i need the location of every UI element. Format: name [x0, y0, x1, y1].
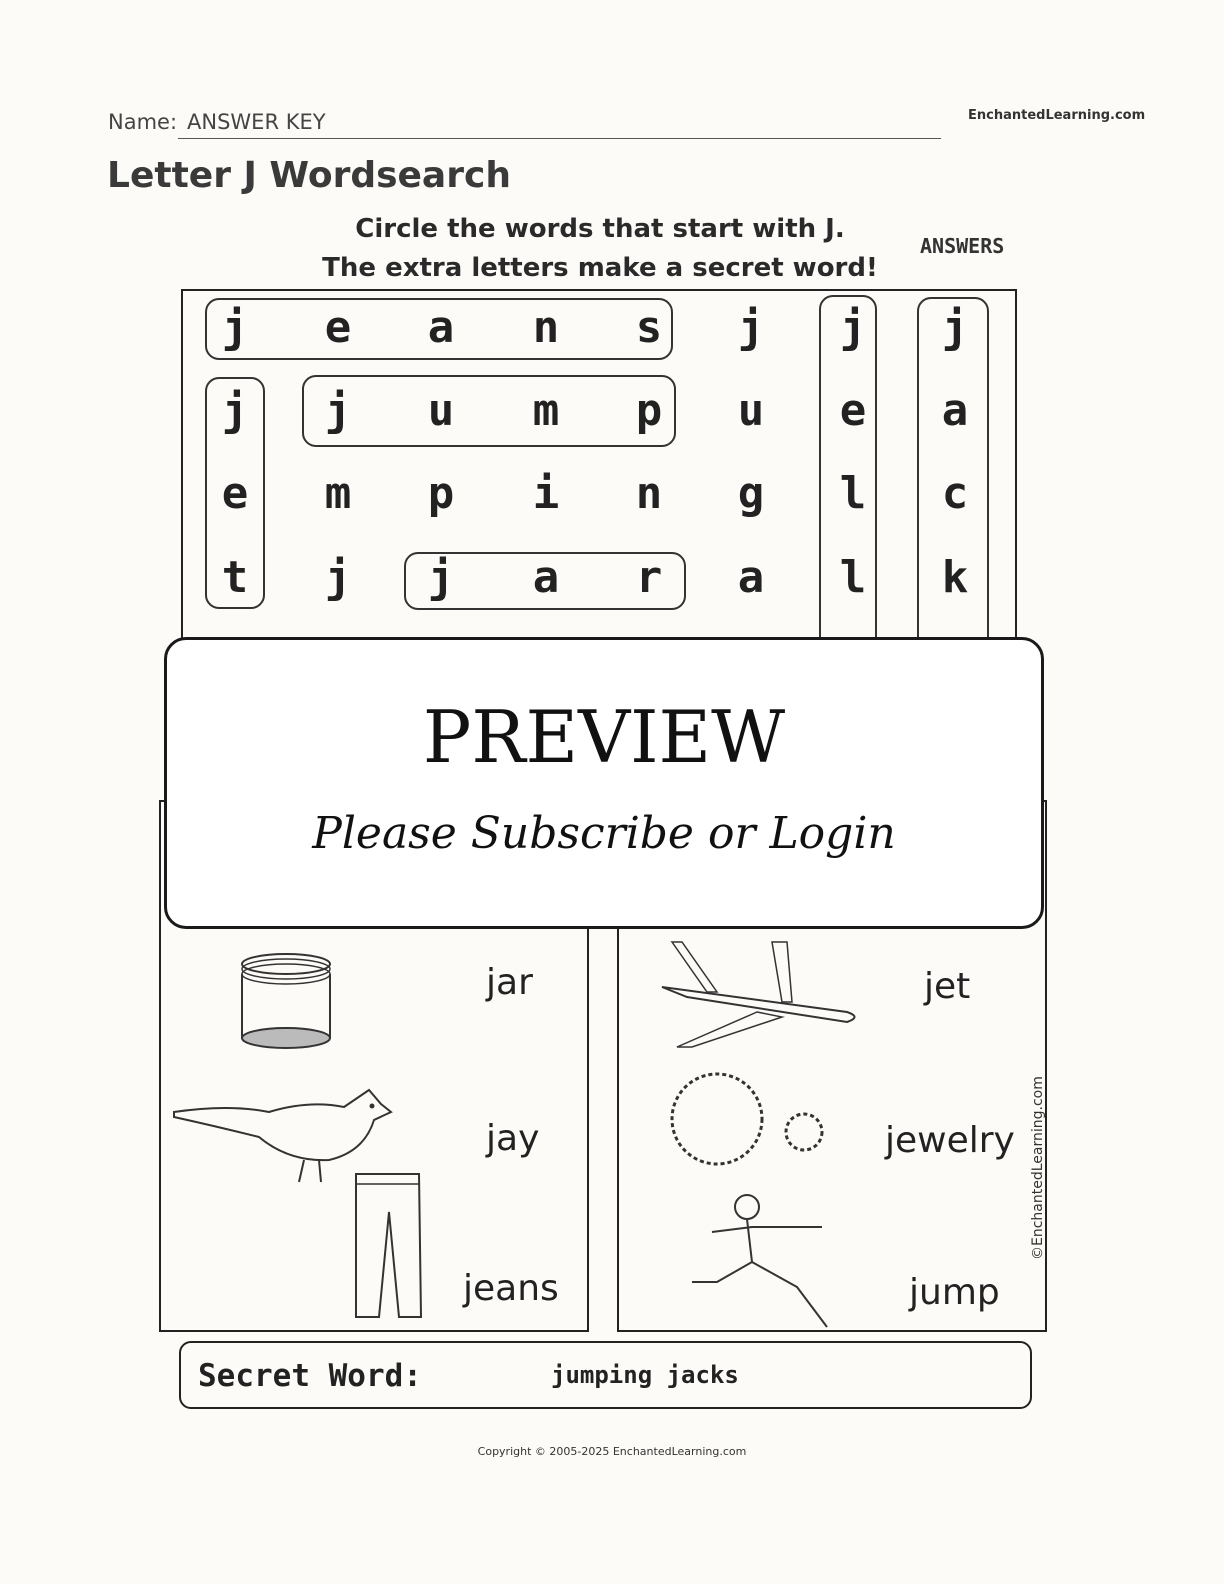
grid-letter: a: [941, 385, 969, 436]
grid-letter: j: [737, 302, 765, 353]
secret-word-value: jumping jacks: [551, 1361, 739, 1389]
side-credit: ©EnchantedLearning.com: [1030, 1076, 1046, 1260]
grid-letter: a: [737, 552, 765, 603]
preview-overlay[interactable]: [164, 637, 1044, 929]
grid-letter: k: [941, 552, 969, 603]
grid-letter: j: [221, 302, 249, 353]
grid-letter: s: [635, 302, 663, 353]
grid-letter: a: [427, 302, 455, 353]
grid-letter: j: [427, 552, 455, 603]
grid-letter: n: [635, 468, 663, 519]
grid-letter: t: [221, 552, 249, 603]
subscribe-login-link[interactable]: Please Subscribe or Login: [312, 808, 896, 859]
jewelry-image: [669, 1064, 829, 1189]
grid-letter: e: [324, 302, 352, 353]
grid-letter: n: [532, 302, 560, 353]
name-underline: [178, 138, 941, 139]
word-label-jewelry: jewelry: [885, 1120, 1015, 1161]
preview-title: PREVIEW: [422, 695, 786, 779]
name-value: ANSWER KEY: [187, 110, 326, 134]
word-label-jump: jump: [909, 1272, 1000, 1313]
grid-letter: e: [839, 385, 867, 436]
grid-letter: g: [737, 468, 765, 519]
grid-letter: c: [941, 468, 969, 519]
grid-letter: l: [839, 468, 867, 519]
grid-letter: u: [427, 385, 455, 436]
wordsearch-grid: [181, 289, 1017, 649]
grid-letter: m: [532, 385, 560, 436]
instruction-line-1: Circle the words that start with J.: [355, 214, 845, 244]
jar-image: [239, 952, 334, 1052]
instruction-line-2: The extra letters make a secret word!: [322, 253, 878, 283]
grid-letter: a: [532, 552, 560, 603]
grid-letter: m: [324, 468, 352, 519]
jeans-image: [351, 1172, 426, 1322]
grid-letter: j: [839, 302, 867, 353]
grid-letter: i: [532, 468, 560, 519]
word-label-jet: jet: [924, 966, 971, 1007]
site-brand[interactable]: EnchantedLearning.com: [968, 108, 1146, 123]
grid-letter: p: [427, 468, 455, 519]
grid-letter: j: [324, 385, 352, 436]
grid-letter: p: [635, 385, 663, 436]
word-label-jay: jay: [486, 1118, 540, 1159]
grid-letter: e: [221, 468, 249, 519]
answers-label: ANSWERS: [920, 234, 1005, 258]
grid-letter: l: [839, 552, 867, 603]
word-label-jar: jar: [486, 962, 533, 1003]
grid-letter: r: [635, 552, 663, 603]
copyright: Copyright © 2005-2025 EnchantedLearning.com: [477, 1445, 747, 1458]
grid-letter: j: [221, 385, 249, 436]
grid-letter: u: [737, 385, 765, 436]
name-label: Name:: [108, 110, 178, 134]
secret-word-label: Secret Word:: [198, 1358, 422, 1394]
grid-letter: j: [941, 302, 969, 353]
word-label-jeans: jeans: [463, 1268, 559, 1309]
jump-image: [687, 1187, 857, 1332]
page-title: Letter J Wordsearch: [107, 155, 511, 196]
jet-plane-image: [657, 937, 867, 1052]
grid-letter: j: [324, 552, 352, 603]
